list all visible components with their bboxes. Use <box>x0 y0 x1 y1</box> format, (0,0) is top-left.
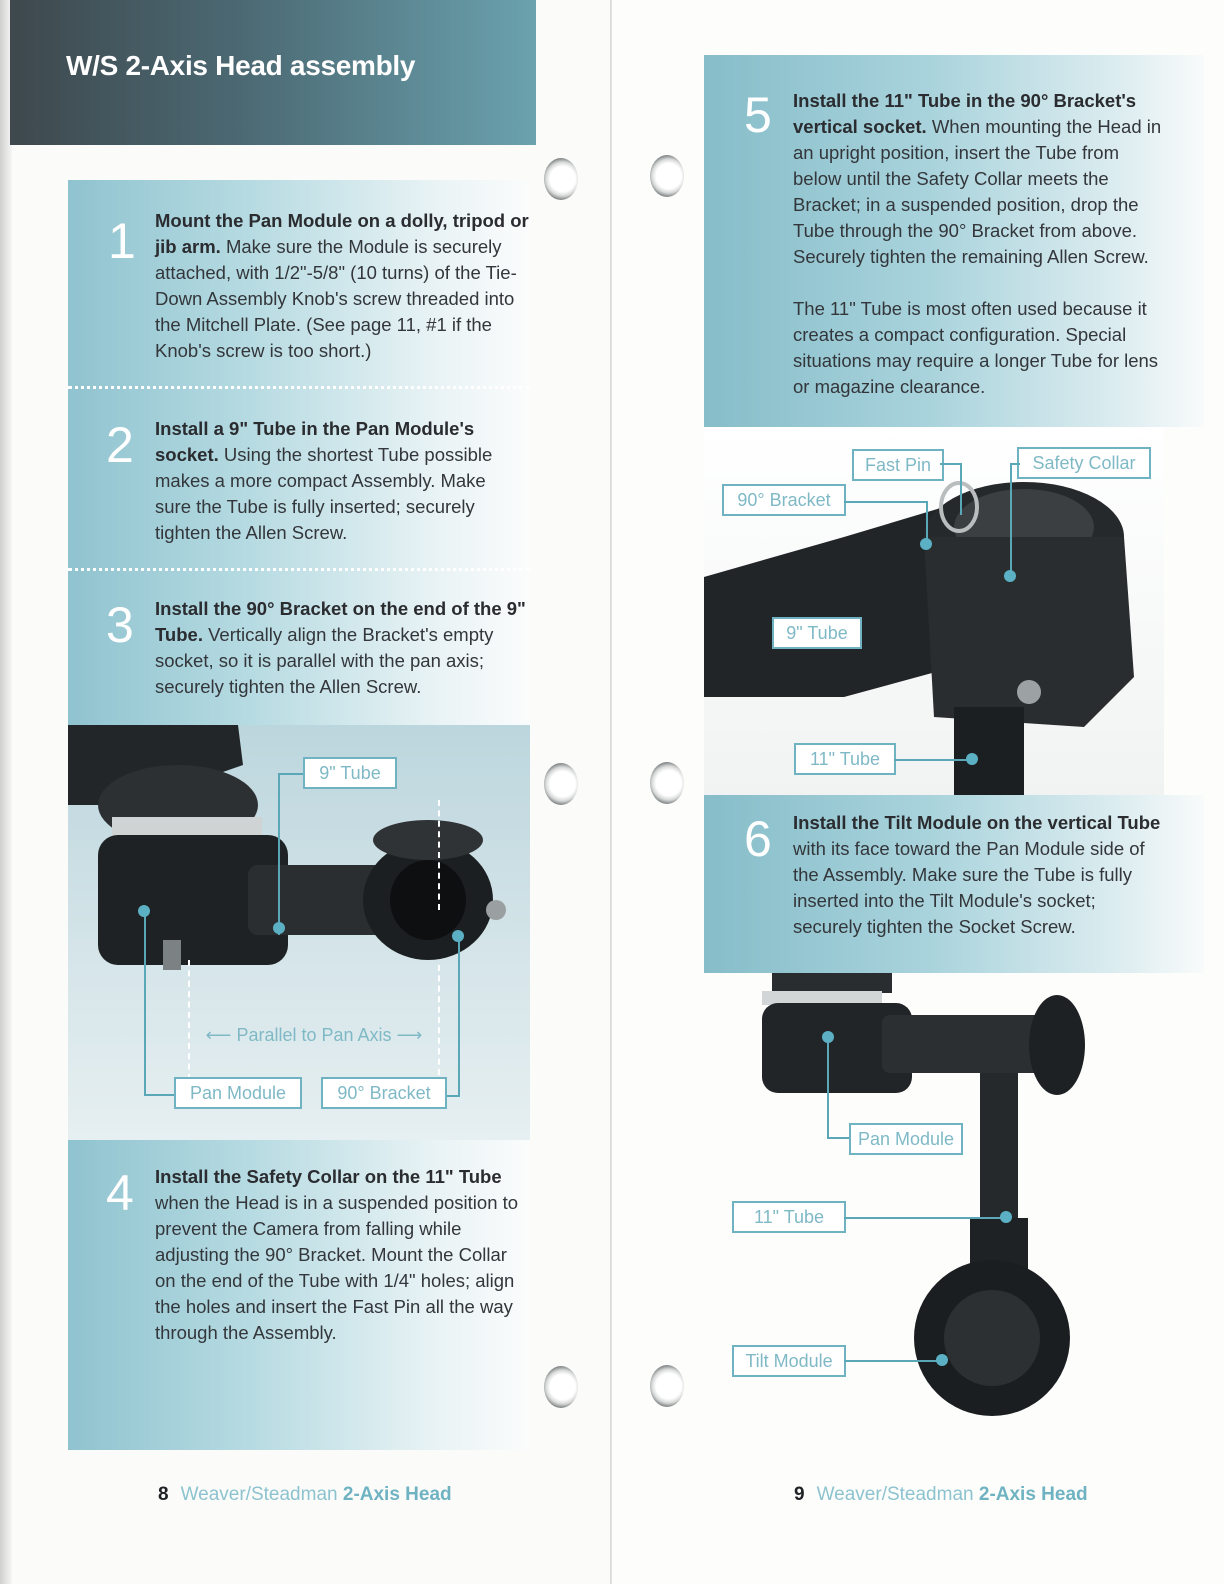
callout-tilt-module: Tilt Module <box>732 1345 846 1377</box>
lead-line <box>844 1360 940 1362</box>
callout-pan-module: Pan Module <box>849 1123 963 1155</box>
axis-line <box>438 965 440 1075</box>
step-heading: Install the 90° Bracket on the end of the 9" Tube. <box>155 598 526 645</box>
lead-line <box>1010 463 1020 577</box>
step-heading: Install the Tilt Module on the vertical Tube <box>793 812 1161 833</box>
step-heading: Mount the Pan Module on a dolly, tripod or jib arm. <box>155 210 529 257</box>
footer-brand: Weaver/Steadman <box>180 1484 338 1505</box>
footer <box>158 1484 452 1506</box>
footer <box>794 1484 1088 1506</box>
callout-9in-tube: 9" Tube <box>772 617 862 649</box>
divider <box>68 386 530 389</box>
step-1-text <box>155 208 535 364</box>
lead-line <box>446 935 460 1097</box>
title-bar <box>10 0 536 145</box>
step-3-text <box>155 596 530 700</box>
step-body: Using the shortest Tube possible makes a more compact Assembly. Make sure the Tube is fully inserted; securely tighten the Allen Screw. <box>155 444 493 543</box>
binder-hole <box>544 1366 578 1408</box>
lead-line <box>894 759 970 761</box>
binder-hole <box>544 158 578 200</box>
lead-line <box>844 1217 1004 1219</box>
page-number: 9 <box>794 1484 805 1505</box>
marker-dot <box>1004 570 1016 582</box>
step-2-text <box>155 416 515 546</box>
lead-line <box>940 463 962 515</box>
step-heading: Install the 11" Tube in the 90° Bracket's vertical socket. <box>793 90 1137 137</box>
page-title: W/S 2-Axis Head assembly <box>66 50 416 81</box>
step-5-text <box>793 88 1163 270</box>
marker-dot <box>920 538 932 550</box>
marker-dot <box>936 1354 948 1366</box>
arrow-left-icon: ⟵ <box>205 1025 237 1045</box>
callout-safety-collar: Safety Collar <box>1017 447 1151 479</box>
pan-module-photo <box>68 725 530 1140</box>
binder-hole <box>650 1365 684 1407</box>
callout-90-bracket: 90° Bracket <box>321 1077 447 1109</box>
callout-11in-tube: 11" Tube <box>794 743 896 775</box>
marker-dot <box>138 905 150 917</box>
callout-90-bracket: 90° Bracket <box>722 484 846 516</box>
parallel-text: Parallel to Pan Axis <box>236 1025 392 1045</box>
binder-hole <box>650 762 684 804</box>
callout-fast-pin: Fast Pin <box>852 449 944 481</box>
marker-dot <box>273 922 285 934</box>
bracket-photo <box>704 427 1164 795</box>
step-6-text <box>793 810 1163 940</box>
bracket-illustration <box>704 427 1164 795</box>
step-body: Vertically align the Bracket's empty socket, so it is parallel with the pan axis; securely tighten the Allen Screw. <box>155 624 494 697</box>
callout-9in-tube: 9" Tube <box>303 757 397 789</box>
marker-dot <box>822 1031 834 1043</box>
marker-dot <box>966 753 978 765</box>
assembled-head-photo <box>722 973 1162 1443</box>
right-page <box>612 0 1224 1584</box>
marker-dot <box>452 930 464 942</box>
axis-line <box>438 800 440 910</box>
step-heading: Install the Safety Collar on the 11" Tube <box>155 1166 502 1187</box>
footer-product: 2-Axis Head <box>342 1484 452 1505</box>
lead-line <box>144 910 176 1096</box>
step-body: when the Head is in a suspended position to prevent the Camera from falling while adjusting the 90° Bracket. Mount the Collar on the end of the Tube with 1/4" holes; align the holes and insert the Fast Pin all the way through the Assembly. <box>155 1192 519 1343</box>
callout-11in-tube: 11" Tube <box>732 1201 846 1233</box>
lead-line <box>278 773 306 935</box>
binder-hole <box>544 763 578 805</box>
step-body: When mounting the Head in an upright position, insert the Tube from below until the Safety Collar meets the Bracket; in a suspended position, drop the Tube through the 90° Bracket from above. Securely tighten the remaining Allen Screw. <box>793 116 1162 267</box>
step-number: 5 <box>744 87 772 143</box>
lead-line <box>827 1035 851 1139</box>
marker-dot <box>1000 1211 1012 1223</box>
step-number: 2 <box>106 417 134 473</box>
footer-product: 2-Axis Head <box>978 1484 1088 1505</box>
step-5-note: The 11" Tube is most often used because it creates a compact configuration. Special situations may require a longer Tube for lens or magazine clearance. <box>793 298 1159 397</box>
page-number: 8 <box>158 1484 169 1505</box>
lead-line <box>844 501 928 545</box>
page-edge <box>0 0 12 1584</box>
parallel-label <box>188 1025 440 1046</box>
axis-line <box>188 960 190 1080</box>
divider <box>68 568 530 571</box>
binder-hole <box>650 155 684 197</box>
footer-brand: Weaver/Steadman <box>816 1484 974 1505</box>
step-body: with its face toward the Pan Module side of the Assembly. Make sure the Tube is fully inserted into the Tilt Module's socket; securely tighten the Socket Screw. <box>793 838 1145 937</box>
step-body: Make sure the Module is securely attached, with 1/2"-5/8" (10 turns) of the Tie-Down Assembly Knob's screw threaded into the Mitchell Plate. (See page 11, #1 if the Knob's screw is too short.) <box>155 236 517 361</box>
step-number: 3 <box>106 597 134 653</box>
step-number: 1 <box>108 213 136 269</box>
step-number: 6 <box>744 811 772 867</box>
callout-pan-module: Pan Module <box>174 1077 302 1109</box>
arrow-right-icon: ⟶ <box>391 1025 423 1045</box>
step-4-text <box>155 1164 520 1346</box>
step-heading: Install a 9" Tube in the Pan Module's socket. <box>155 418 475 465</box>
step-number: 4 <box>106 1165 134 1221</box>
